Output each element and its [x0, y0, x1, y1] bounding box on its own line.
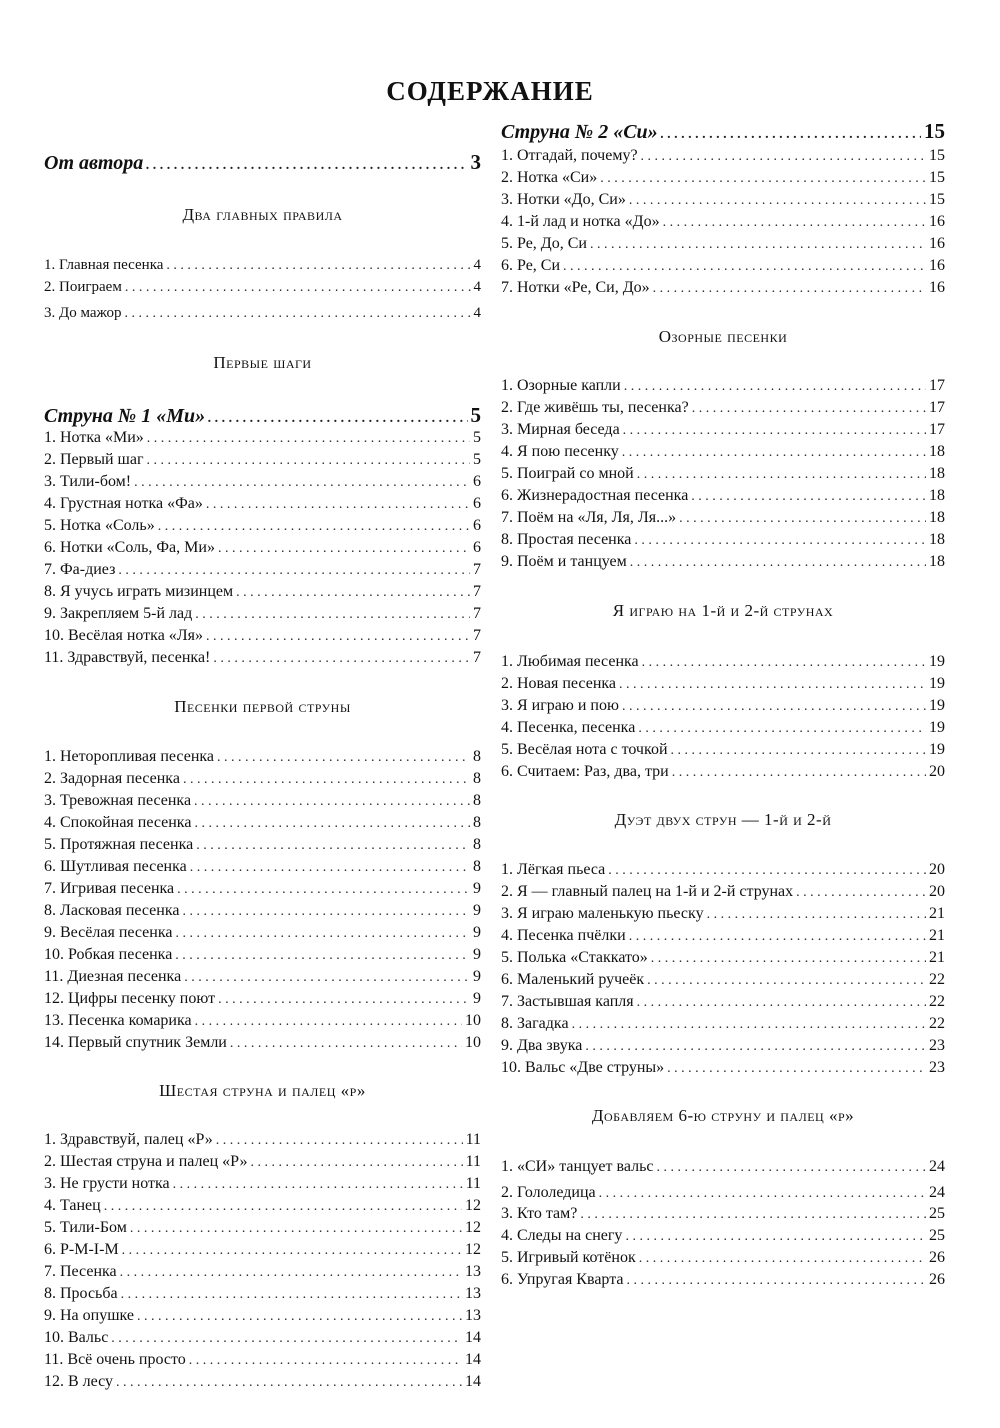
toc-entry[interactable]: 11. Диезная песенка . . . 9: [44, 967, 481, 987]
section-heading: Добавляем 6-ю струну и палец «р»: [591, 1106, 855, 1125]
toc-entry[interactable]: 4. Я пою песенку . . . 18: [501, 442, 945, 462]
toc-entry[interactable]: 5. Нотка «Соль» . . . 6: [44, 516, 481, 536]
toc-entry[interactable]: 2. Нотка «Си» . . . 15: [501, 168, 945, 188]
toc-entry[interactable]: 12. В лесу . . . 14: [44, 1372, 481, 1392]
section-heading: Два главных правила: [182, 205, 343, 224]
toc-entry[interactable]: 4. Песенка пчёлки . . . 21: [501, 926, 945, 946]
toc-entry[interactable]: 14. Первый спутник Земли . . . 10: [44, 1033, 481, 1053]
toc-entry[interactable]: 2. Гололедица . . . 24: [501, 1183, 945, 1203]
toc-entry[interactable]: 1. «СИ» танцует вальс . . . 24: [501, 1157, 945, 1177]
section-heading: Озорные песенки: [658, 327, 788, 346]
section-heading: Дуэт двух струн — 1-й и 2-й: [614, 810, 832, 829]
toc-entry[interactable]: 4. Следы на снегу . . . 25: [501, 1226, 945, 1246]
toc-entry[interactable]: 8. Я учусь играть мизинцем . . . 7: [44, 582, 481, 602]
toc-entry[interactable]: 5. Поиграй со мной . . . 18: [501, 464, 945, 484]
toc-entry[interactable]: 8. Загадка . . . 22: [501, 1014, 945, 1034]
toc-entry[interactable]: 3. Нотки «До, Си» . . . 15: [501, 190, 945, 210]
toc-entry[interactable]: 8. Просьба . . . 13: [44, 1284, 481, 1304]
toc-entry[interactable]: 1. Здравствуй, палец «Р» . . . 11: [44, 1130, 481, 1150]
toc-entry[interactable]: 6. Нотки «Соль, Фа, Ми» . . . 6: [44, 538, 481, 558]
toc-entry[interactable]: 10. Робкая песенка . . . 9: [44, 945, 481, 965]
toc-entry[interactable]: 5. Весёлая нота с точкой . . . 19: [501, 740, 945, 760]
toc-entry[interactable]: 10. Вальс «Две струны» . . . 23: [501, 1058, 945, 1078]
toc-entry[interactable]: 1. Любимая песенка . . . 19: [501, 652, 945, 672]
section-heading: Первые шаги: [213, 353, 312, 372]
toc-entry[interactable]: 1. Нотка «Ми» . . . 5: [44, 428, 481, 448]
toc-entry[interactable]: 2. Задорная песенка . . . 8: [44, 769, 481, 789]
toc-entry[interactable]: 2. Где живёшь ты, песенка? . . . 17: [501, 398, 945, 418]
toc-entry[interactable]: 7. Застывшая капля . . . 22: [501, 992, 945, 1012]
toc-entry[interactable]: 3. Я играю и пою . . . 19: [501, 696, 945, 716]
toc-entry[interactable]: 4. Грустная нотка «Фа» . . . 6: [44, 494, 481, 514]
toc-entry[interactable]: 3. Я играю маленькую пьеску . . . 21: [501, 904, 945, 924]
toc-entry[interactable]: 12. Цифры песенку поют . . . 9: [44, 989, 481, 1009]
toc-entry[interactable]: 1. Неторопливая песенка . . . 8: [44, 747, 481, 767]
toc-entry[interactable]: 9. Закрепляем 5-й лад . . . 7: [44, 604, 481, 624]
toc-entry[interactable]: 2. Новая песенка . . . 19: [501, 674, 945, 694]
toc-entry[interactable]: 9. На опушке . . . 13: [44, 1306, 481, 1326]
toc-entry[interactable]: 6. Упругая Кварта . . . 26: [501, 1270, 945, 1290]
toc-entry[interactable]: 4. Танец . . . 12: [44, 1196, 481, 1216]
toc-entry[interactable]: 4. 1-й лад и нотка «До» . . . 16: [501, 212, 945, 232]
toc-entry[interactable]: 6. Маленький ручеёк . . . 22: [501, 970, 945, 990]
toc-entry[interactable]: 9. Два звука . . . 23: [501, 1036, 945, 1056]
toc-entry[interactable]: 3. Мирная беседа . . . 17: [501, 420, 945, 440]
toc-entry[interactable]: 6. P-M-I-M . . . 12: [44, 1240, 481, 1260]
toc-entry[interactable]: 13. Песенка комарика . . . 10: [44, 1011, 481, 1031]
toc-entry[interactable]: 5. Полька «Стаккато» . . . 21: [501, 948, 945, 968]
toc-entry[interactable]: 3. До мажор . . . 4: [44, 303, 481, 323]
toc-entry[interactable]: 6. Считаем: Раз, два, три . . . 20: [501, 762, 945, 782]
entry-label: От автора: [44, 152, 144, 174]
toc-entry[interactable]: 2. Шестая струна и палец «Р» . . . 11: [44, 1152, 481, 1172]
entry-page: 3: [470, 150, 481, 174]
toc-entry[interactable]: 10. Вальс . . . 14: [44, 1328, 481, 1348]
toc-string-title[interactable]: Струна № 2 «Си» . . . 15: [501, 118, 945, 144]
toc-entry[interactable]: 6. Шутливая песенка . . . 8: [44, 857, 481, 877]
toc-entry[interactable]: 3. Не грусти нотка . . . 11: [44, 1174, 481, 1194]
toc-entry[interactable]: 11. Здравствуй, песенка! . . . 7: [44, 648, 481, 668]
toc-entry[interactable]: 9. Весёлая песенка . . . 9: [44, 923, 481, 943]
toc-entry[interactable]: 2. Первый шаг . . . 5: [44, 450, 481, 470]
toc-entry-from-author[interactable]: [44, 149, 481, 175]
toc-entry[interactable]: 4. Спокойная песенка . . . 8: [44, 813, 481, 833]
toc-entry[interactable]: 7. Песенка . . . 13: [44, 1262, 481, 1282]
toc-entry[interactable]: 9. Поём и танцуем . . . 18: [501, 552, 945, 572]
toc-entry[interactable]: 1. Отгадай, почему? . . . 15: [501, 146, 945, 166]
toc-entry[interactable]: 5. Тили-Бом . . . 12: [44, 1218, 481, 1238]
section-heading: Шестая струна и палец «р»: [159, 1081, 366, 1100]
toc-entry[interactable]: 8. Простая песенка . . . 18: [501, 530, 945, 550]
toc-entry[interactable]: 5. Ре, До, Си . . . 16: [501, 234, 945, 254]
section-heading: Песенки первой струны: [174, 697, 351, 716]
toc-entry[interactable]: 7. Игривая песенка . . . 9: [44, 879, 481, 899]
toc-entry[interactable]: 2. Поиграем . . . 4: [44, 277, 481, 297]
toc-entry[interactable]: 3. Тили-бом! . . . 6: [44, 472, 481, 492]
toc-entry[interactable]: 5. Игривый котёнок . . . 26: [501, 1248, 945, 1268]
page-title: СОДЕРЖАНИЕ: [386, 76, 594, 106]
toc-entry[interactable]: 7. Фа-диез . . . 7: [44, 560, 481, 580]
toc-entry[interactable]: 6. Ре, Си . . . 16: [501, 256, 945, 276]
toc-entry[interactable]: 2. Я — главный палец на 1-й и 2-й струнах . . . 20: [501, 882, 945, 902]
toc-entry[interactable]: 7. Нотки «Ре, Си, До» . . . 16: [501, 278, 945, 298]
toc-entry[interactable]: 1. Лёгкая пьеса . . . 20: [501, 860, 945, 880]
toc-entry[interactable]: 6. Жизнерадостная песенка . . . 18: [501, 486, 945, 506]
toc-entry[interactable]: 8. Ласковая песенка . . . 9: [44, 901, 481, 921]
toc-entry[interactable]: 3. Кто там? . . . 25: [501, 1204, 945, 1224]
toc-entry[interactable]: 4. Песенка, песенка . . . 19: [501, 718, 945, 738]
toc-entry[interactable]: 11. Всё очень просто . . . 14: [44, 1350, 481, 1370]
section-heading: Я играю на 1-й и 2-й струнах: [612, 601, 834, 620]
toc-entry[interactable]: 10. Весёлая нотка «Ля» . . . 7: [44, 626, 481, 646]
toc-entry[interactable]: 1. Главная песенка . . . 4: [44, 255, 481, 275]
toc-entry[interactable]: 5. Протяжная песенка . . . 8: [44, 835, 481, 855]
toc-entry[interactable]: 7. Поём на «Ля, Ля, Ля...» . . . 18: [501, 508, 945, 528]
toc-entry[interactable]: 3. Тревожная песенка . . . 8: [44, 791, 481, 811]
toc-string-title[interactable]: Струна № 1 «Ми» . . . 5: [44, 402, 481, 428]
toc-entry[interactable]: 1. Озорные капли . . . 17: [501, 376, 945, 396]
